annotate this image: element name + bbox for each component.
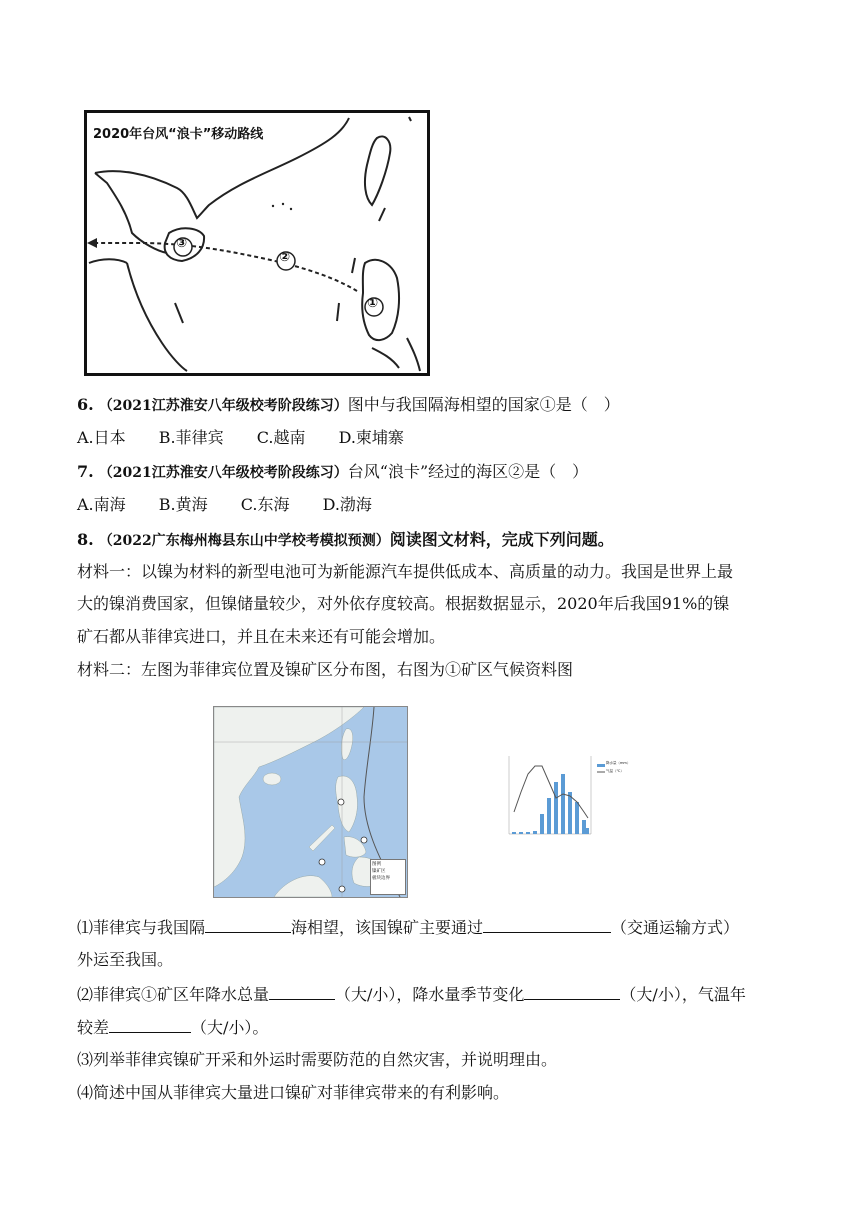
answer-blank-4[interactable]: [524, 983, 620, 1000]
material-1-line-3: 矿石都从菲律宾进口，并且在未来还有可能会增加。: [77, 627, 446, 646]
sub2-text-a: ⑵菲律宾①矿区年降水总量: [77, 985, 270, 1004]
option-c[interactable]: C.越南: [256, 428, 306, 447]
option-b[interactable]: B.黄海: [158, 495, 208, 514]
sub-question-3: ⑶列举菲律宾镍矿开采和外运时需要防范的自然灾害，并说明理由。: [77, 1050, 558, 1069]
sub2-text-d: 较差: [77, 1018, 110, 1037]
sub-question-1-cont: 外运至我国。: [77, 950, 174, 969]
option-a[interactable]: A.南海: [77, 495, 126, 514]
question-number: 7.: [77, 462, 94, 481]
question-number: 6.: [77, 395, 94, 414]
answer-blank-2[interactable]: [483, 916, 611, 933]
legend-title: 图例: [372, 862, 381, 867]
option-c[interactable]: C.东海: [240, 495, 290, 514]
sub-question-4: ⑷简述中国从菲律宾大量进口镍矿对菲律宾带来的有利影响。: [77, 1083, 510, 1102]
option-b[interactable]: B.菲律宾: [158, 428, 224, 447]
question-8: [77, 529, 614, 552]
sub1-text-c: （交通运输方式）: [611, 918, 740, 937]
philippines-map: [213, 706, 408, 898]
material-1-line-1: 材料一：以镍为材料的新型电池可为新能源汽车提供低成本、高质量的动力。我国是世界上最: [77, 562, 734, 581]
map-label-2: ②: [279, 250, 291, 265]
sub-question-1: [77, 916, 739, 939]
legend-precipitation: 降水量（mm）: [606, 761, 631, 765]
answer-blank-3[interactable]: [269, 983, 335, 1000]
option-d[interactable]: D.柬埔寨: [338, 428, 404, 447]
question-7: [77, 461, 588, 484]
material-2-line: 材料二：左图为菲律宾位置及镍矿区分布图，右图为①矿区气候资料图: [77, 660, 574, 679]
typhoon-map-drawing: [87, 113, 427, 373]
question-7-options: [77, 494, 400, 516]
question-stem: 图中与我国隔海相望的国家①是（ ）: [347, 395, 620, 414]
question-6-options: [77, 427, 432, 449]
sub-question-2-cont: [77, 1016, 268, 1039]
sub-question-2: [77, 983, 746, 1006]
option-a[interactable]: A.日本: [77, 428, 126, 447]
question-source: （2021江苏淮安八年级校考阶段练习）: [98, 398, 348, 414]
question-stem: 阅读图文材料，完成下列问题。: [389, 530, 614, 549]
question-6: [77, 394, 620, 417]
question-source: （2022广东梅州梅县东山中学校考模拟预测）: [98, 533, 390, 549]
map-label-1: ①: [367, 296, 379, 311]
legend-temperature: 气温（℃）: [606, 769, 624, 773]
climate-chart: [495, 752, 630, 840]
sub1-text-a: ⑴菲律宾与我国隔: [77, 918, 206, 937]
sub2-text-e: （大/小）。: [191, 1018, 269, 1037]
option-d[interactable]: D.渤海: [322, 495, 372, 514]
typhoon-map-title: 2020年台风“浪卡”移动路线: [93, 127, 264, 142]
material-1-line-2: 大的镍消费国家，但镍储量较少，对外依存度较高。根据数据显示，2020年后我国91%的镍: [77, 594, 730, 613]
legend-mine: 镍矿区: [372, 869, 386, 874]
answer-blank-1[interactable]: [205, 916, 291, 933]
sub2-text-c: （大/小），气温年: [620, 985, 746, 1004]
question-number: 8.: [77, 530, 94, 549]
typhoon-map: [84, 110, 430, 376]
map-legend: [370, 859, 406, 895]
sub2-text-b: （大/小），降水量季节变化: [335, 985, 525, 1004]
map-label-3: ③: [176, 236, 188, 251]
question-source: （2021江苏淮安八年级校考阶段练习）: [98, 465, 348, 481]
question-stem: 台风“浪卡”经过的海区②是（ ）: [347, 462, 589, 481]
answer-blank-5[interactable]: [109, 1016, 191, 1033]
legend-plate-boundary: 板块边界: [372, 876, 390, 881]
sub1-text-b: 海相望，该国镍矿主要通过: [291, 918, 484, 937]
